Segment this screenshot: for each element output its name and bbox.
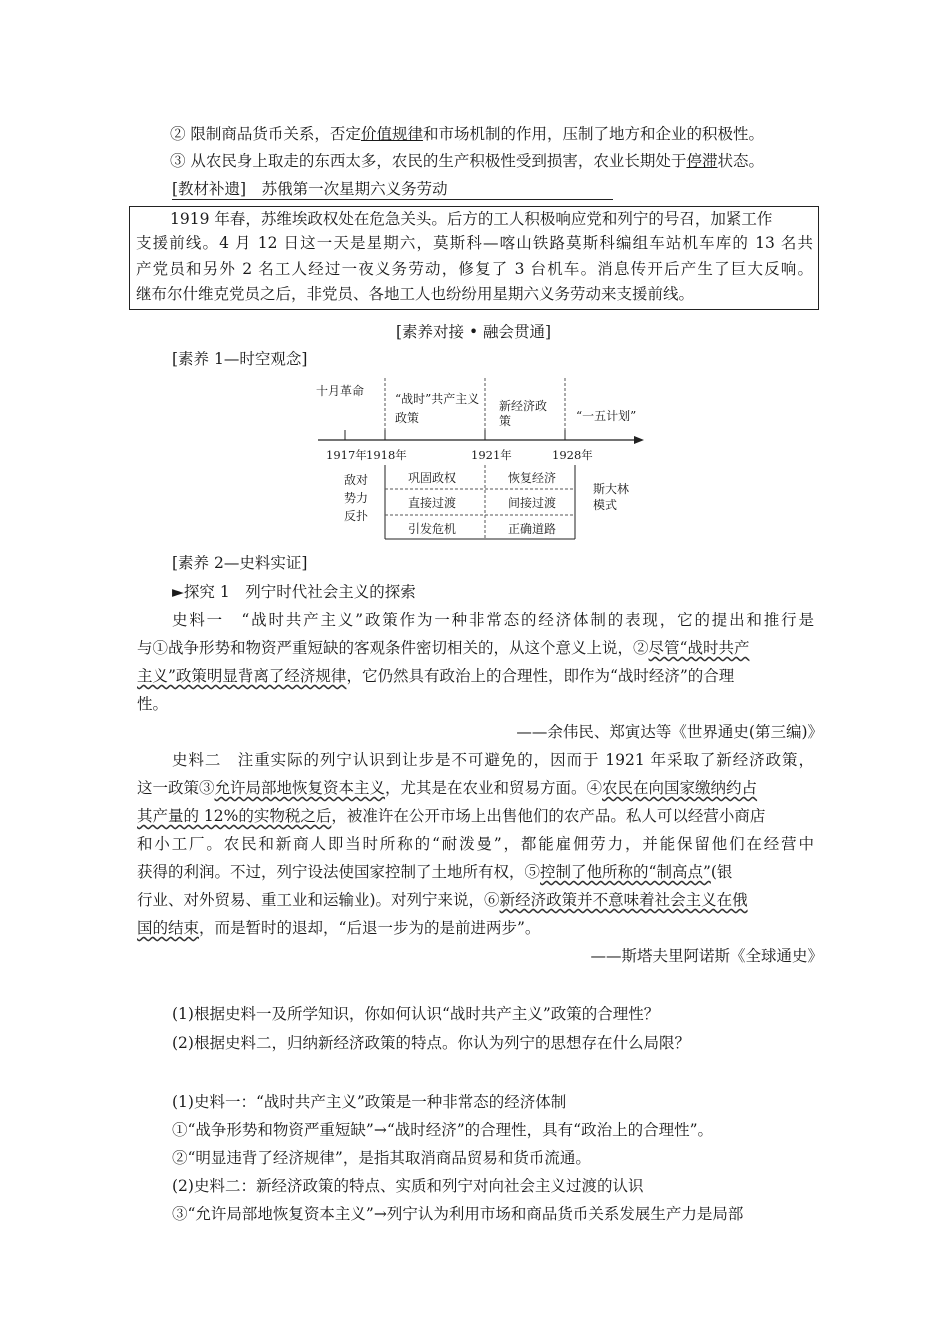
suyang-1-label: [素养 1—时空观念] xyxy=(172,350,308,368)
question-1: (1)根据史料一及所学知识，你如何认识“战时共产主义”政策的合理性？ xyxy=(172,1005,660,1023)
source1-line-4: 性。 xyxy=(137,695,169,713)
source1-line-2-a: 与①战争形势和物资严重短缺的客观条件密切相关的，从这个意义上说，② xyxy=(137,639,649,657)
source2-line-1: 史料二 注重实际的列宁认识到让步是不可避免的，因而于 1921 年采取了新经济政策， xyxy=(172,751,814,769)
supplement-line-1: 1919 年春，苏维埃政权处在危急关头。后方的工人积极响应党和列宁的号召，加紧工作 xyxy=(170,210,773,228)
analysis-4: (2)史料二：新经济政策的特点、实质和列宁对向社会主义过渡的认识 xyxy=(172,1177,644,1195)
source2-line-3-b: ，被准许在公开市场上出售他们的农产品。私人可以经营小商店 xyxy=(331,807,766,825)
source1-line-3 xyxy=(137,666,734,686)
source2-line-2-a: 这一政策③ xyxy=(137,779,215,797)
source2-line-5-b: 控制了他所称的“制高点” xyxy=(540,863,711,881)
source2-line-2-b: 允许局部地恢复资本主义 xyxy=(214,779,386,797)
source2-line-6-b: 新经济政策并不意味着社会主义在俄 xyxy=(499,891,748,909)
source2-citation: ——斯塔夫里阿诺斯《全球通史》 xyxy=(590,947,823,965)
event-war-communism: “战时”共产主义 xyxy=(395,392,480,406)
source2-line-7-b: ，而是暂时的退却，“后退一步为的是前进两步”。 xyxy=(199,919,541,937)
point-2-text: ② 限制商品货币关系，否定 xyxy=(170,125,361,143)
event-five-year-plan: “一五计划” xyxy=(576,409,637,423)
supplement-header: [教材补遗] 苏俄第一次星期六义务劳动 xyxy=(172,180,448,198)
value-law-term: 价值规律 xyxy=(360,125,423,143)
suyang-2-label: [素养 2—史料实证] xyxy=(172,554,308,572)
stagnation-term: 停滞 xyxy=(686,152,718,170)
source1-line-1: 史料一 “战时共产主义”政策作为一种非常态的经济体制的表现，它的提出和推行是 xyxy=(172,611,814,629)
grid-correct-path: 正确道路 xyxy=(508,522,557,536)
grid-direct-transition: 直接过渡 xyxy=(408,496,457,510)
explore-1-heading: ►探究 1 列宁时代社会主义的探索 xyxy=(172,583,416,601)
analysis-1: (1)史料一：“战时共产主义”政策是一种非常态的经济体制 xyxy=(172,1093,567,1111)
timeline-arrow-icon xyxy=(634,436,644,444)
source1-citation: ——余伟民、郑寅达等《世界通史(第三编)》 xyxy=(516,723,823,741)
source1-line-3-b: ，它仍然具有政治上的合理性，即作为“战时经济”的合理 xyxy=(346,667,735,685)
year-1921: 1921年 xyxy=(471,448,512,462)
event-nep: 新经济政 xyxy=(499,399,548,413)
analysis-3: ②“明显违背了经济规律”，是指其取消商品贸易和货币流通。 xyxy=(172,1149,591,1167)
grid-restore-economy: 恢复经济 xyxy=(508,471,557,485)
point-3-text-end: 状态。 xyxy=(717,152,764,170)
left-label-2: 势力 xyxy=(344,491,369,505)
left-label-3: 反扑 xyxy=(344,509,369,523)
right-label-2: 模式 xyxy=(593,498,618,512)
event-nep-2: 策 xyxy=(499,414,512,428)
grid-crisis: 引发危机 xyxy=(408,522,457,536)
source2-line-7 xyxy=(137,918,540,938)
source2-line-7-a: 国的结束 xyxy=(137,919,200,937)
source2-line-2 xyxy=(137,778,757,798)
analysis-2: ①“战争形势和物资严重短缺”→“战时经济”的合理性，具有“政治上的合理性”。 xyxy=(172,1121,714,1139)
source1-line-3-a: 主义”政策明显背离了经济规律 xyxy=(137,667,347,685)
source1-line-2-b: 尽管“战时共产 xyxy=(648,639,750,657)
point-2 xyxy=(170,124,764,144)
source2-line-6 xyxy=(137,890,748,910)
source2-line-5-c: (银 xyxy=(710,863,733,881)
question-2: (2)根据史料二，归纳新经济政策的特点。你认为列宁的思想存在什么局限？ xyxy=(172,1034,690,1052)
supplement-line-3: 产党员和另外 2 名工人经过一夜义务劳动，修复了 3 台机车。消息传开后产生了巨大反响。 xyxy=(136,260,813,278)
source2-line-2-d: 农民在向国家缴纳约占 xyxy=(602,779,758,797)
timeline-diagram xyxy=(310,372,650,542)
source2-line-4: 和小工厂。农民和新商人即当时所称的“耐泼曼”，都能雇佣劳力，并能保留他们在经营中 xyxy=(137,835,814,853)
left-label-1: 敌对 xyxy=(344,473,369,487)
source2-line-3-a: 其产量的 12%的实物税之后 xyxy=(137,807,332,825)
grid-indirect-transition: 间接过渡 xyxy=(508,496,557,510)
grid-consolidate-power: 巩固政权 xyxy=(408,471,457,485)
point-3-text: ③ 从农民身上取走的东西太多，农民的生产积极性受到损害，农业长期处于 xyxy=(170,152,687,170)
year-1928: 1928年 xyxy=(552,448,593,462)
point-2-text-end: 和市场机制的作用，压制了地方和企业的积极性。 xyxy=(422,125,764,143)
analysis-5: ③“允许局部地恢复资本主义”→列宁认为利用市场和商品货币关系发展生产力是局部 xyxy=(172,1205,744,1223)
supplement-line-2: 支援前线。4 月 12 日这一天是星期六，莫斯科—喀山铁路莫斯科编组车站机车库的 13 名共 xyxy=(136,234,813,252)
right-label-1: 斯大林 xyxy=(593,482,630,496)
source2-line-5-a: 获得的利润。不过，列宁设法使国家控制了土地所有权，⑤ xyxy=(137,863,541,881)
section-title: [素养对接 • 融会贯通] xyxy=(396,323,552,341)
year-1917: 1917年 xyxy=(326,448,367,462)
year-1918: 1918年 xyxy=(366,448,407,462)
source2-line-2-c: ，尤其是在农业和贸易方面。④ xyxy=(385,779,603,797)
point-3 xyxy=(170,151,764,171)
source2-line-6-a: 行业、对外贸易、重工业和运输业)。对列宁来说，⑥ xyxy=(137,891,500,909)
source2-line-3 xyxy=(137,806,765,826)
source2-line-5 xyxy=(137,862,732,882)
source1-line-2 xyxy=(137,638,749,658)
supplement-header-rule xyxy=(172,199,613,200)
supplement-line-4: 继布尔什维克党员之后，非党员、各地工人也纷纷用星期六义务劳动来支援前线。 xyxy=(136,285,695,303)
event-war-communism-2: 政策 xyxy=(395,411,420,425)
event-october-revolution: 十月革命 xyxy=(316,384,365,398)
